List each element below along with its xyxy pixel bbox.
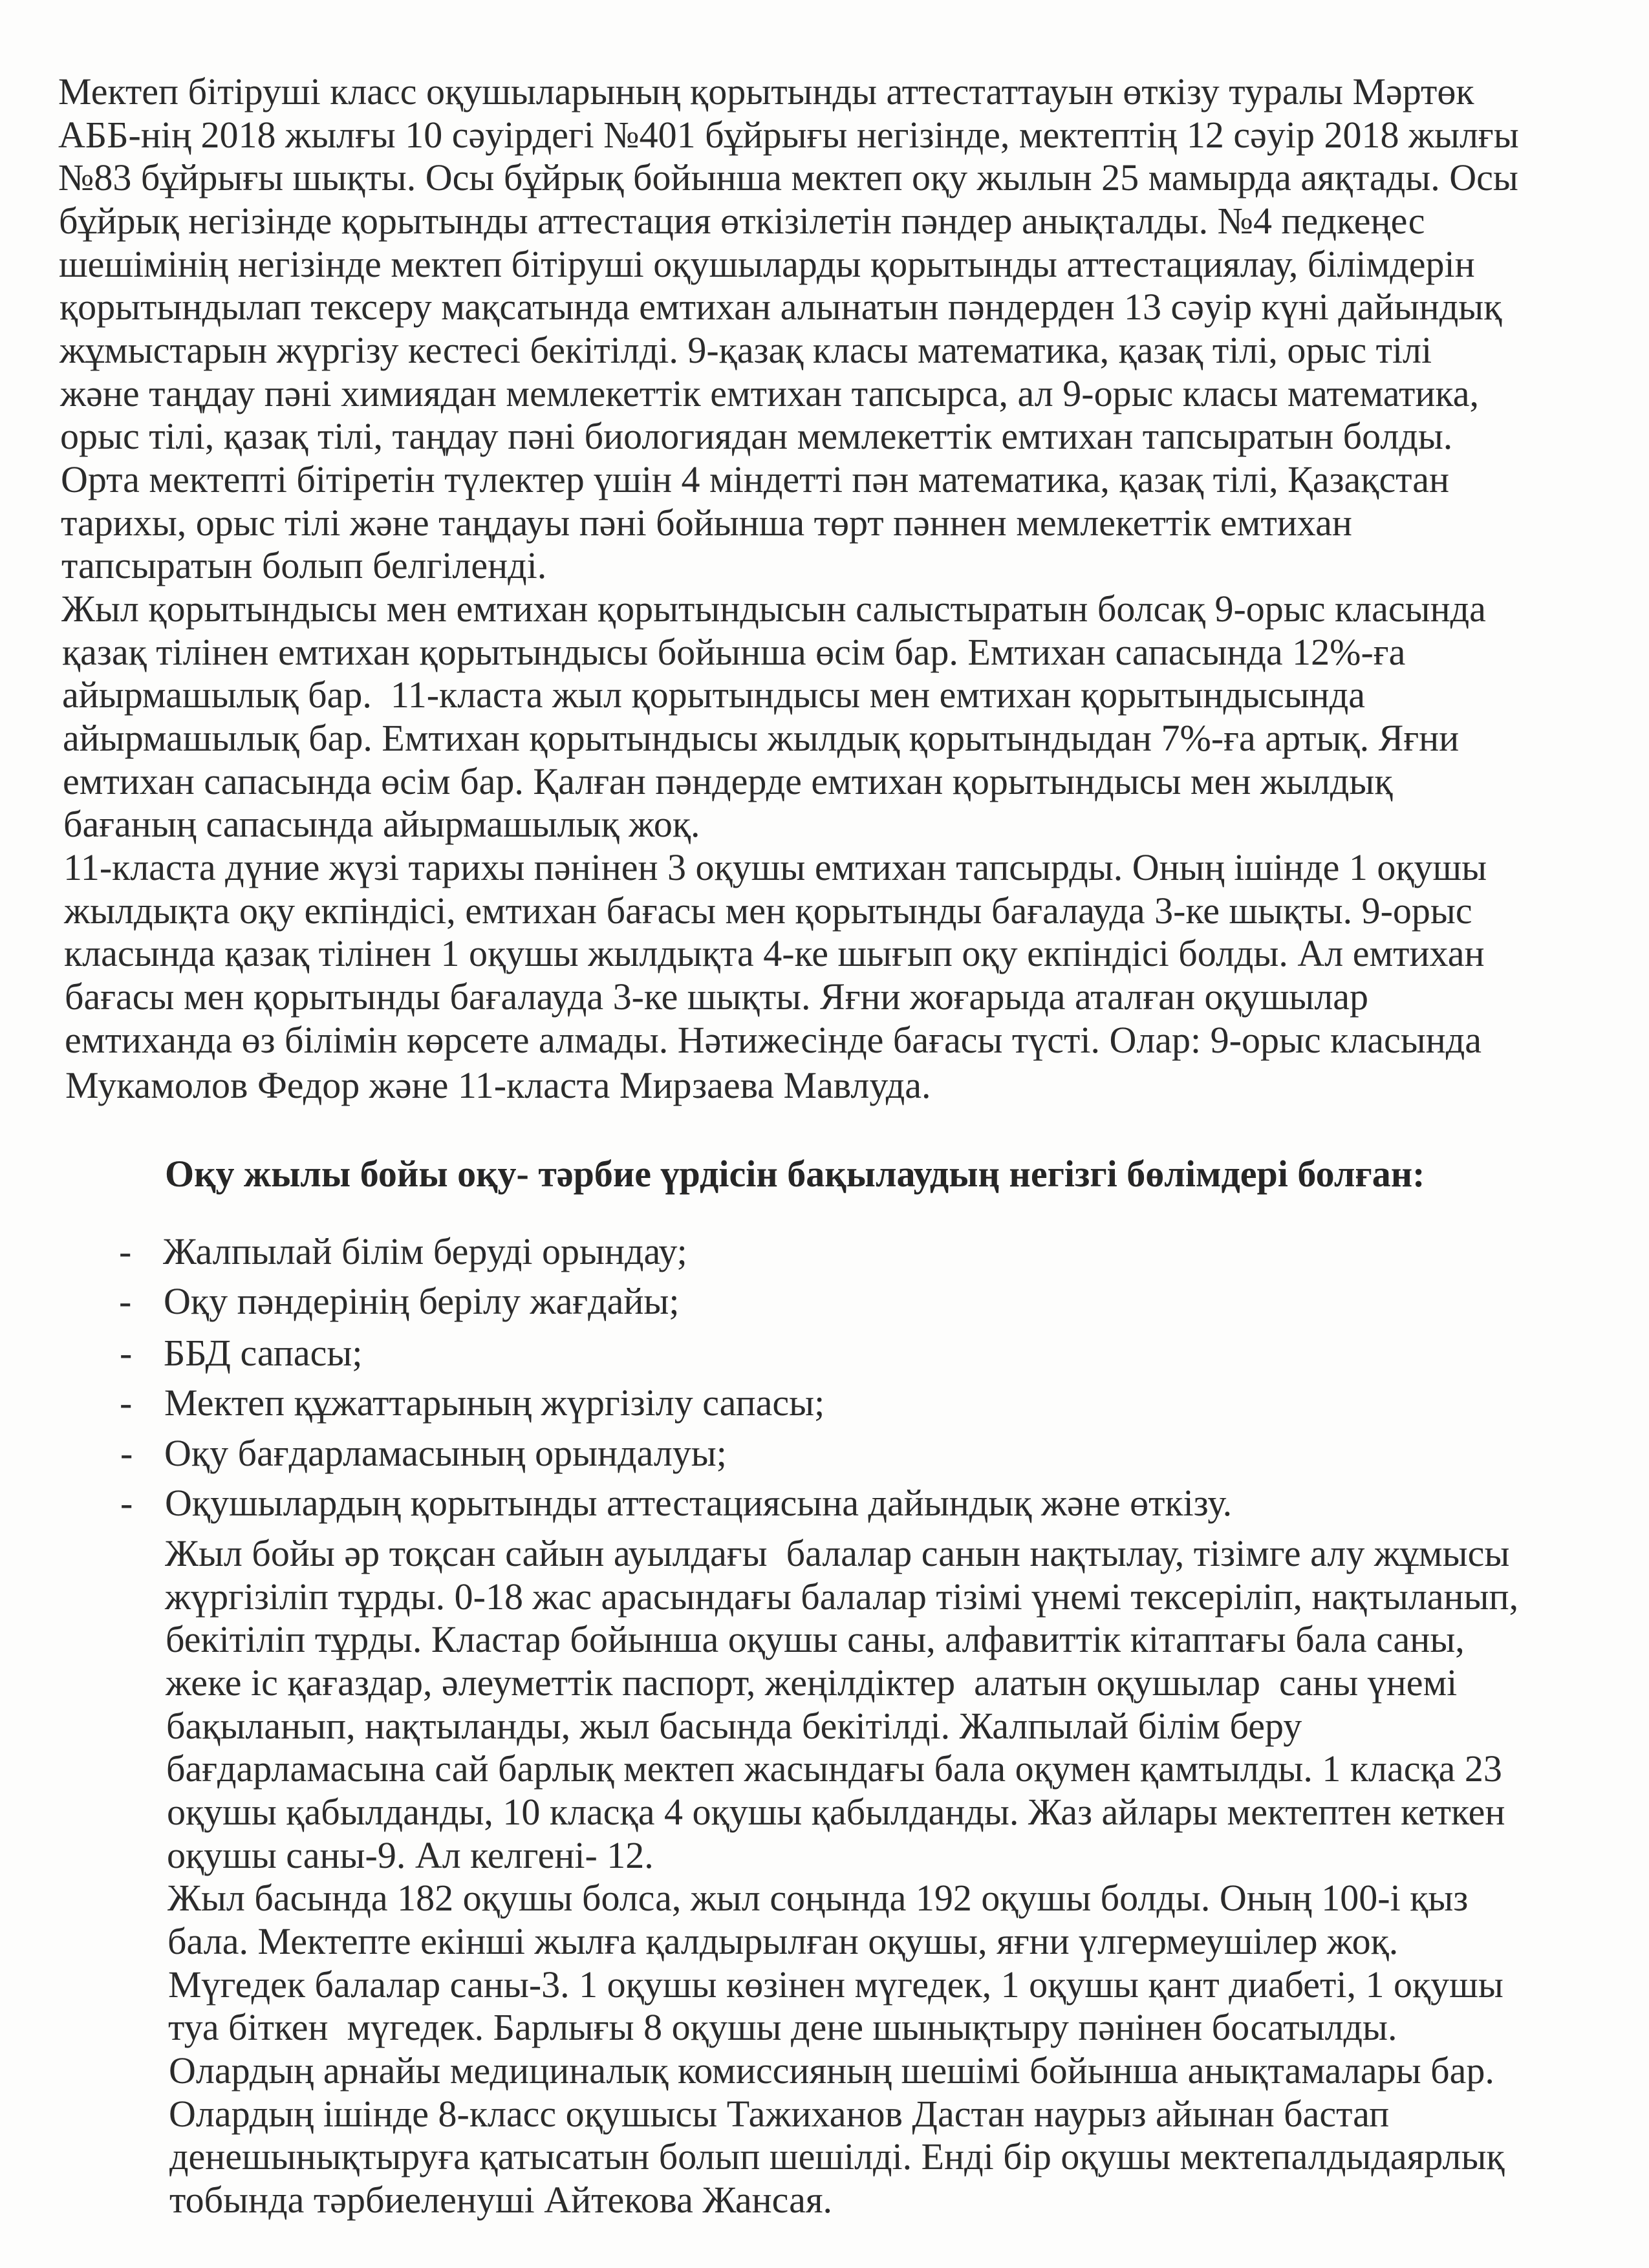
- text-line: шешімінің негізінде мектеп бітіруші оқушыларды қорытынды аттестациялау, білімдерін: [59, 243, 1475, 285]
- dash-bullet-icon: -: [120, 1432, 133, 1474]
- section-heading: Оқу жылы бойы оқу- тәрбие үрдісін бақылаудың негізгі бөлімдері болған:: [165, 1153, 1425, 1195]
- list-item-text: Оқушылардың қорытынды аттестациясына дайындық және өткізу.: [165, 1482, 1233, 1524]
- text-line: бағасы мен қорытынды бағалауда 3-ке шықты. Яғни жоғарыда аталған оқушылар: [65, 976, 1369, 1018]
- text-line: класында қазақ тілінен 1 оқушы жылдықта 4-ке шығып оқу екпіндісі болды. Ал емтихан: [64, 932, 1485, 974]
- text-line: Жыл бойы әр тоқсан сайын ауылдағы балалар санын нақтылау, тізімге алу жұмысы: [165, 1532, 1510, 1574]
- text-line: бекітіліп тұрды. Кластар бойынша оқушы саны, алфавиттік кітаптағы бала саны,: [166, 1618, 1465, 1660]
- text-line: бағаның сапасында айырмашылық жоқ.: [63, 803, 700, 845]
- text-line: Жыл қорытындысы мен емтихан қорытындысын салыстыратын болсақ 9-орыс класында: [61, 588, 1486, 630]
- dash-bullet-icon: -: [120, 1332, 133, 1374]
- text-line: айырмашылық бар. 11-класта жыл қорытындысы мен емтихан қорытындысында: [62, 674, 1365, 716]
- text-line: жеке іс қағаздар, әлеуметтік паспорт, жеңілдіктер алатын оқушылар саны үнемі: [166, 1662, 1458, 1704]
- text-line: Мектеп бітіруші класс оқушыларының қорытынды аттестаттауын өткізу туралы Мәртөк: [58, 70, 1474, 112]
- dash-bullet-icon: -: [119, 1280, 132, 1322]
- list-item-text: Оқу пәндерінің берілу жағдайы;: [164, 1280, 680, 1322]
- text-line: емтиханда өз білімін көрсете алмады. Нәтижесінде бағасы түсті. Олар: 9-орыс класында: [65, 1019, 1482, 1061]
- text-line: 11-класта дүние жүзі тарихы пәнінен 3 оқушы емтихан тапсырды. Оның ішінде 1 оқушы: [63, 846, 1487, 888]
- text-line: емтихан сапасында өсім бар. Қалған пәндерде емтихан қорытындысы мен жылдық: [63, 760, 1393, 802]
- dash-bullet-icon: -: [119, 1230, 132, 1272]
- text-line: тарихы, орыс тілі және таңдауы пәні бойынша төрт пәннен мемлекеттік емтихан: [61, 502, 1352, 544]
- list-item-text: Оқу бағдарламасының орындалуы;: [164, 1432, 727, 1474]
- text-line: тапсыратын болып белгіленді.: [61, 544, 547, 586]
- list-item-text: Жалпылай білім беруді орындау;: [163, 1230, 687, 1272]
- text-line: бұйрық негізінде қорытынды аттестация өткізілетін пәндер анықталды. №4 педкеңес: [59, 200, 1425, 242]
- text-line: жұмыстарын жүргізу кестесі бекітілді. 9-қазақ класы математика, қазақ тілі, орыс тілі: [59, 329, 1432, 371]
- text-line: Жыл басында 182 оқушы болса, жыл соңында 192 оқушы болды. Оның 100-і қыз: [167, 1877, 1469, 1919]
- text-line: тобында тәрбиеленуші Айтекова Жансая.: [169, 2179, 833, 2221]
- text-line: АББ-нің 2018 жылғы 10 сәуірдегі №401 бұйрығы негізінде, мектептің 12 сәуір 2018 жылғы: [58, 114, 1519, 156]
- text-line: бағдарламасына сай барлық мектеп жасындағы бала оқумен қамтылды. 1 класқа 23: [166, 1748, 1502, 1790]
- text-line: Мүгедек балалар саны-3. 1 оқушы көзінен мүгедек, 1 оқушы қант диабеті, 1 оқушы: [168, 1963, 1503, 2006]
- text-line: Мукамолов Федор және 11-класта Мирзаева Мавлуда.: [65, 1064, 931, 1106]
- text-line: бақыланып, нақтыланды, жыл басында бекітілді. Жалпылай білім беру: [166, 1705, 1302, 1747]
- text-line: және таңдау пәні химиядан мемлекеттік емтихан тапсырса, ал 9-орыс класы математика,: [60, 372, 1479, 414]
- text-line: Олардың арнайы медициналық комиссияның шешімі бойынша анықтамалары бар.: [169, 2049, 1494, 2091]
- dash-bullet-icon: -: [120, 1482, 133, 1524]
- list-item-text: Мектеп құжаттарының жүргізілу сапасы;: [164, 1382, 825, 1424]
- text-line: бала. Мектепте екінші жылға қалдырылған оқушы, яғни үлгермеушілер жоқ.: [167, 1920, 1399, 1962]
- text-line: орыс тілі, қазақ тілі, таңдау пәні биологиядан мемлекеттік емтихан тапсыратын болды.: [60, 415, 1453, 457]
- text-line: Олардың ішінде 8-класс оқушысы Тажиханов Дастан наурыз айынан бастап: [169, 2093, 1390, 2135]
- text-line: қорытындылап тексеру мақсатында емтихан алынатын пәндерден 13 сәуір күні дайындық: [59, 286, 1502, 328]
- list-item-text: ББД сапасы;: [164, 1332, 363, 1374]
- text-line: оқушы қабылданды, 10 класқа 4 оқушы қабылданды. Жаз айлары мектептен кеткен: [167, 1791, 1505, 1833]
- text-line: №83 бұйрығы шықты. Осы бұйрық бойынша мектеп оқу жылын 25 мамырда аяқтады. Осы: [58, 156, 1518, 198]
- text-line: жүргізіліп тұрды. 0-18 жас арасындағы балалар тізімі үнемі тексеріліп, нақтыланып,: [165, 1576, 1519, 1618]
- text-line: денешынықтыруға қатысатын болып шешілді. Енді бір оқушы мектепалдыдаярлық: [169, 2135, 1505, 2177]
- text-line: оқушы саны-9. Ал келгені- 12.: [167, 1834, 654, 1876]
- text-line: туа біткен мүгедек. Барлығы 8 оқушы дене шынықтыру пәнінен босатылды.: [168, 2006, 1397, 2048]
- text-line: Орта мектепті бітіретін түлектер үшін 4 міндетті пән математика, қазақ тілі, Қазақстан: [61, 458, 1450, 500]
- text-line: қазақ тілінен емтихан қорытындысы бойынша өсім бар. Емтихан сапасында 12%-ға: [62, 631, 1406, 673]
- text-line: жылдықта оқу екпіндісі, емтихан бағасы мен қорытынды бағалауда 3-ке шықты. 9-орыс: [64, 890, 1472, 932]
- dash-bullet-icon: -: [120, 1382, 133, 1424]
- text-line: айырмашылық бар. Емтихан қорытындысы жылдық қорытындыдан 7%-ға артық. Яғни: [63, 717, 1460, 759]
